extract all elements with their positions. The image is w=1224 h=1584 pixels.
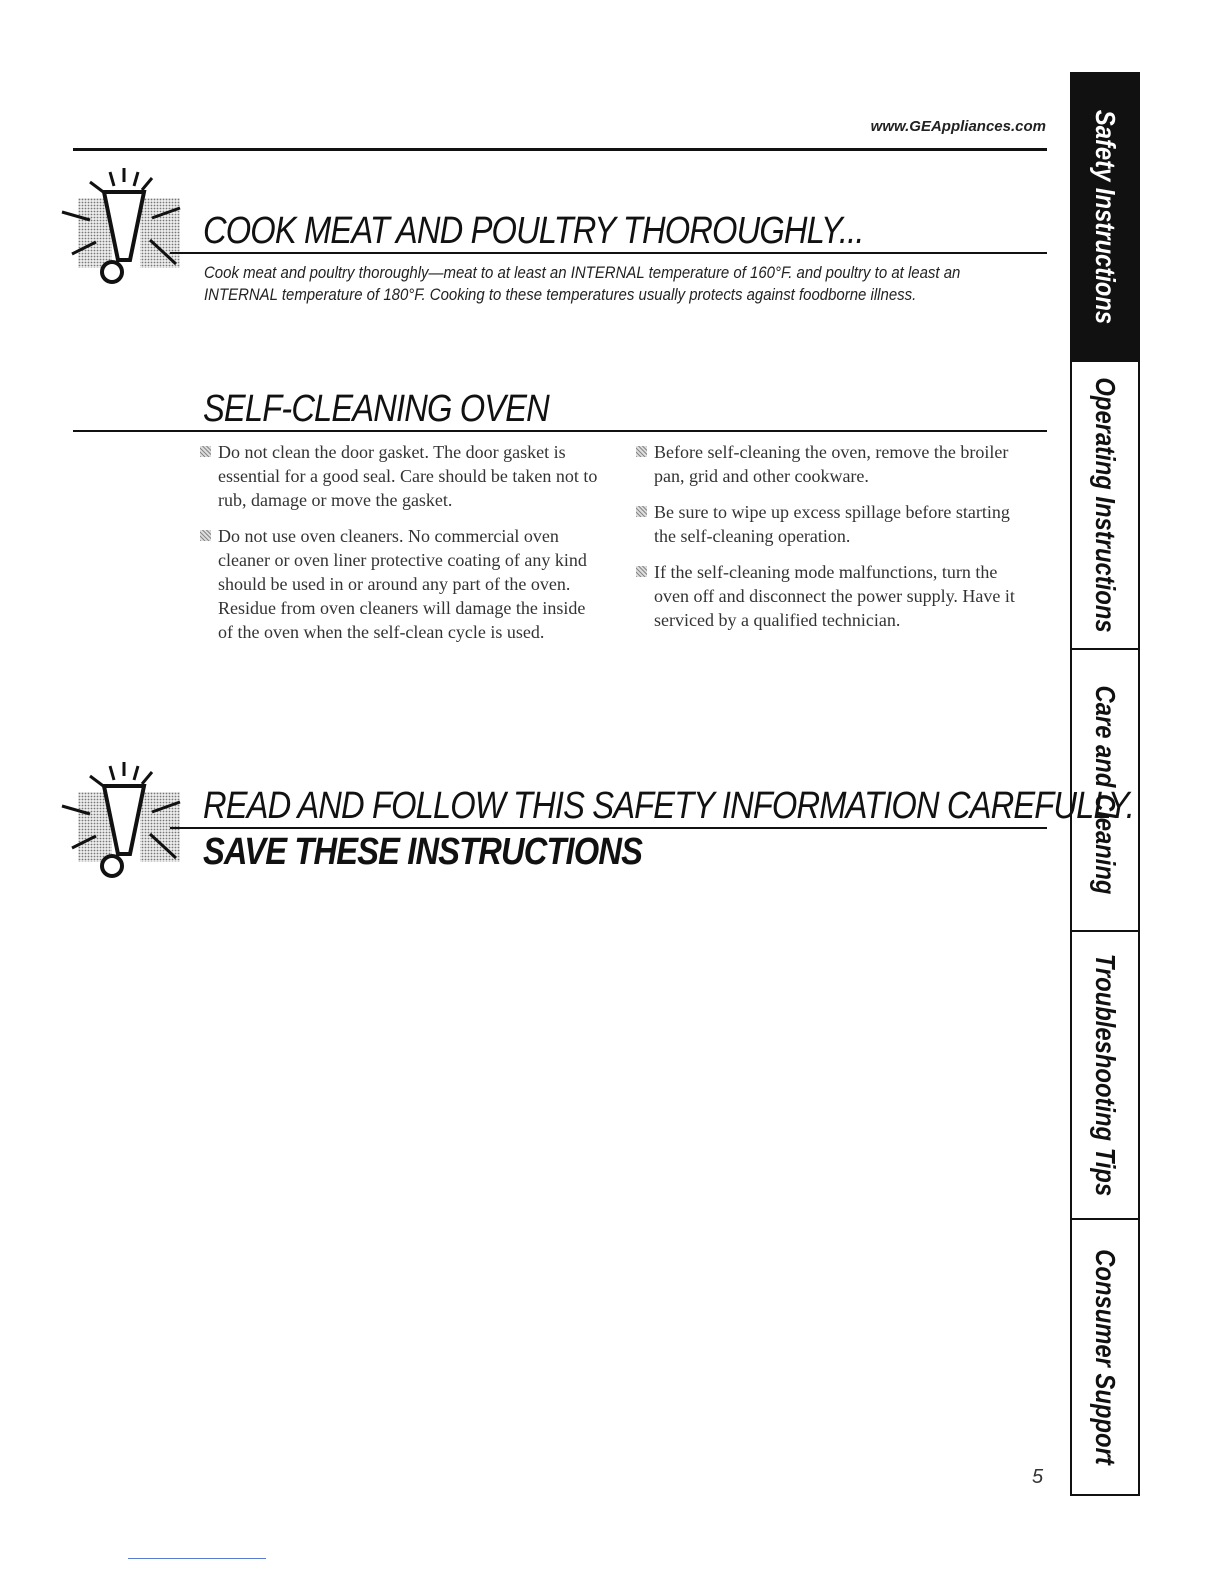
bullet-item: Be sure to wipe up excess spillage before starting the self-cleaning operation. bbox=[636, 500, 1036, 548]
header-rule bbox=[73, 148, 1047, 151]
bullet-square-icon bbox=[636, 506, 647, 517]
bullet-item: Before self-cleaning the oven, remove the broiler pan, grid and other cookware. bbox=[636, 440, 1036, 488]
self-cleaning-right-column bbox=[636, 440, 1036, 644]
tab-consumer-support[interactable]: Consumer Support bbox=[1090, 1249, 1121, 1465]
bullet-square-icon bbox=[636, 446, 647, 457]
warning-icon bbox=[60, 168, 200, 288]
bullet-square-icon bbox=[200, 446, 211, 457]
self-cleaning-heading: SELF-CLEANING OVEN bbox=[203, 388, 549, 430]
bullet-item: Do not clean the door gasket. The door gasket is essential for a good seal. Care should be taken not to rub, damage or move the gasket. bbox=[200, 440, 600, 512]
read-follow-rule bbox=[170, 827, 1047, 829]
tab-care-and-cleaning[interactable]: Care and Cleaning bbox=[1072, 650, 1138, 932]
tab-operating-instructions[interactable]: Operating Instructions bbox=[1072, 362, 1138, 650]
warning-icon bbox=[60, 762, 200, 882]
tab-troubleshooting-tips[interactable]: Troubleshooting Tips bbox=[1072, 932, 1138, 1220]
cook-meat-text: Cook meat and poultry thoroughly—meat to at least an INTERNAL temperature of 160°F. and poultry to at least an INTERNAL temperature of 180°F. Cooking to these temperatures usually protects against foodborne illness. bbox=[204, 263, 961, 304]
website-url: www.GEAppliances.com bbox=[870, 118, 1046, 135]
cook-meat-rule bbox=[170, 252, 1047, 254]
save-instructions-heading: SAVE THESE INSTRUCTIONS bbox=[203, 831, 643, 873]
self-cleaning-left-column bbox=[200, 440, 600, 656]
bullet-item: If the self-cleaning mode malfunctions, turn the oven off and disconnect the power supply. Have it serviced by a qualified technician. bbox=[636, 560, 1036, 632]
self-cleaning-rule bbox=[73, 430, 1047, 432]
footer-line bbox=[128, 1558, 266, 1559]
cook-meat-heading: COOK MEAT AND POULTRY THOROUGHLY... bbox=[203, 210, 864, 252]
bullet-item: Do not use oven cleaners. No commercial oven cleaner or oven liner protective coating of any kind should be used in or around any part of the oven. Residue from oven cleaners will damage the inside of the oven when the self-clean cycle is used. bbox=[200, 524, 600, 644]
bullet-square-icon bbox=[200, 530, 211, 541]
tab-safety-instructions[interactable]: Safety Instructions bbox=[1072, 74, 1138, 362]
page-number: 5 bbox=[1032, 1466, 1044, 1488]
read-follow-heading: READ AND FOLLOW THIS SAFETY INFORMATION CAREFULLY. bbox=[203, 785, 1134, 827]
bullet-square-icon bbox=[636, 566, 647, 577]
section-tabs bbox=[1070, 72, 1140, 1496]
